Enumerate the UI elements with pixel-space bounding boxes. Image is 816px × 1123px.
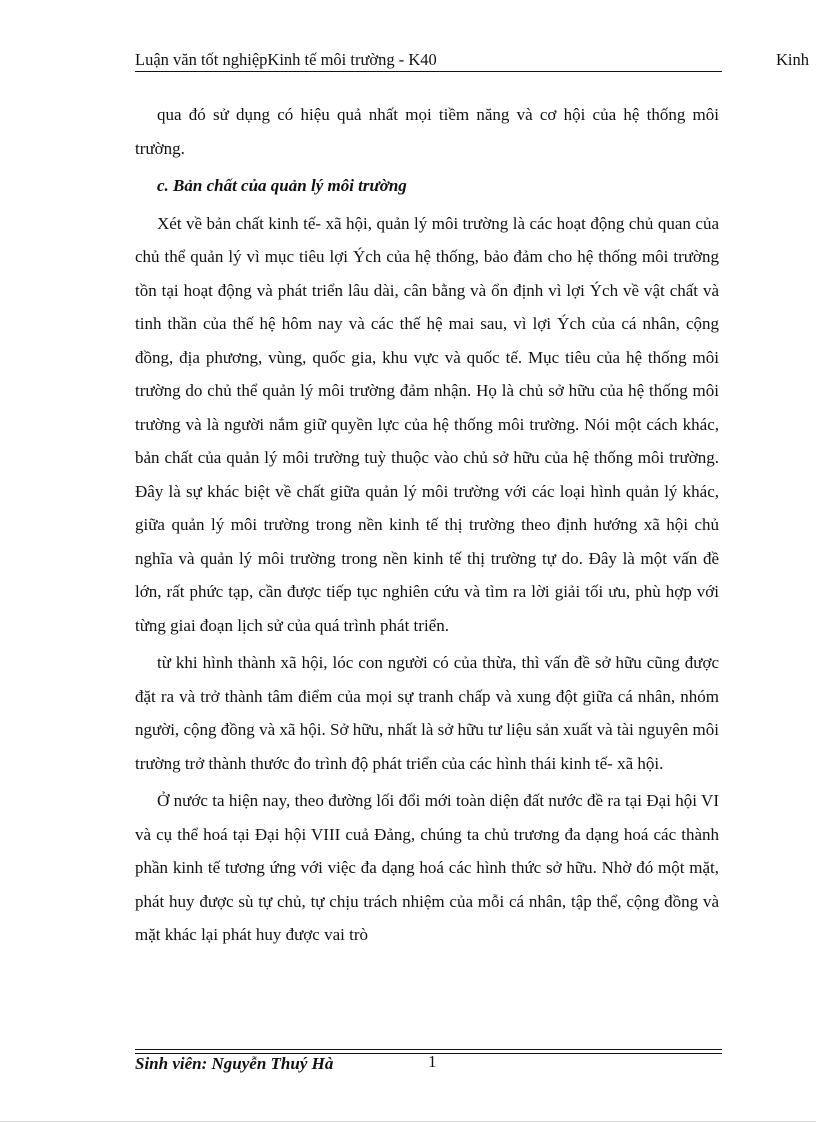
paragraph-3: Ở nước ta hiện nay, theo đường lối đổi mới toàn diện đất nước đề ra tại Đại hội VI và cụ thể hoá tại Đại hội VIII cuả Đảng, chúng ta chủ trương đa dạng hoá các thành phần kinh tế tương ứng với việc đa dạng hoá các hình thức sở hữu. Nhờ đó một mặt, phát huy được sù tự chủ, tự chịu trách nhiệm của mỗi cá nhân, tập thể, cộng đồng và mặt khác lại phát huy được vai trò (135, 791, 719, 944)
footer-author: Sinh viên: Nguyễn Thuý Hà (135, 1054, 334, 1073)
document-body (135, 98, 719, 952)
paragraph-2: từ khi hình thành xã hội, lóc con người có của thừa, thì vấn đề sở hữu cũng được đặt ra và trở thành tâm điểm của mọi sự tranh chấp và xung đột giữa cá nhân, nhóm người, cộng đồng và xã hội. Sở hữu, nhất là sở hữu tư liệu sản xuất và tài nguyên môi trường trở thành thước đo trình độ phát triển của các hình thái kinh tế- xã hội. (135, 653, 719, 773)
paragraph-intro: qua đó sử dụng có hiệu quả nhất mọi tiềm năng và cơ hội của hệ thống môi trường. (135, 105, 719, 158)
section-subheading: c. Bản chất của quản lý môi trường (157, 176, 407, 195)
page-edge-line (0, 1121, 816, 1122)
header-right-text: Kinh (776, 50, 809, 69)
footer-divider-top (135, 1049, 722, 1050)
header-title: Luận văn tốt nghiệpKinh tế môi trường - K40 (135, 50, 437, 69)
paragraph-1: Xét về bản chất kinh tế- xã hội, quản lý môi trường là các hoạt động chủ quan của chủ thể quản lý vì mục tiêu lợi Ých của hệ thống, bảo đảm cho hệ thống môi trường tồn tại hoạt động và phát triển lâu dài, cân bằng và ổn định vì lợi Ých về vật chất và tinh thần của thế hệ hôm nay và các thế hệ mai sau, vì lợi Ých của cá nhân, cộng đồng, địa phương, vùng, quốc gia, khu vực và quốc tế. Mục tiêu của hệ thống môi trường do chủ thể quản lý môi trường đảm nhận. Họ là chủ sở hữu của hệ thống môi trường và là người nắm giữ quyền lực của hệ thống môi trường. Nói một cách khác, bản chất của quản lý môi trường tuỳ thuộc vào chủ sở hữu của hệ thống môi trường. Đây là sự khác biệt về chất giữa quản lý môi trường với các loại hình quản lý khác, giữa quản lý môi trường trong nền kinh tế thị trường theo định hướng xã hội chủ nghĩa và quản lý môi trường trong nền kinh tế thị trường tự do. Đây là một vấn đề lớn, rất phức tạp, cần được tiếp tục nghiên cứu và tìm ra lời giải tối ưu, phù hợp với từng giai đoạn lịch sử của quá trình phát triển. (135, 213, 719, 635)
header-divider (135, 71, 722, 72)
page-number: 1 (428, 1052, 437, 1071)
